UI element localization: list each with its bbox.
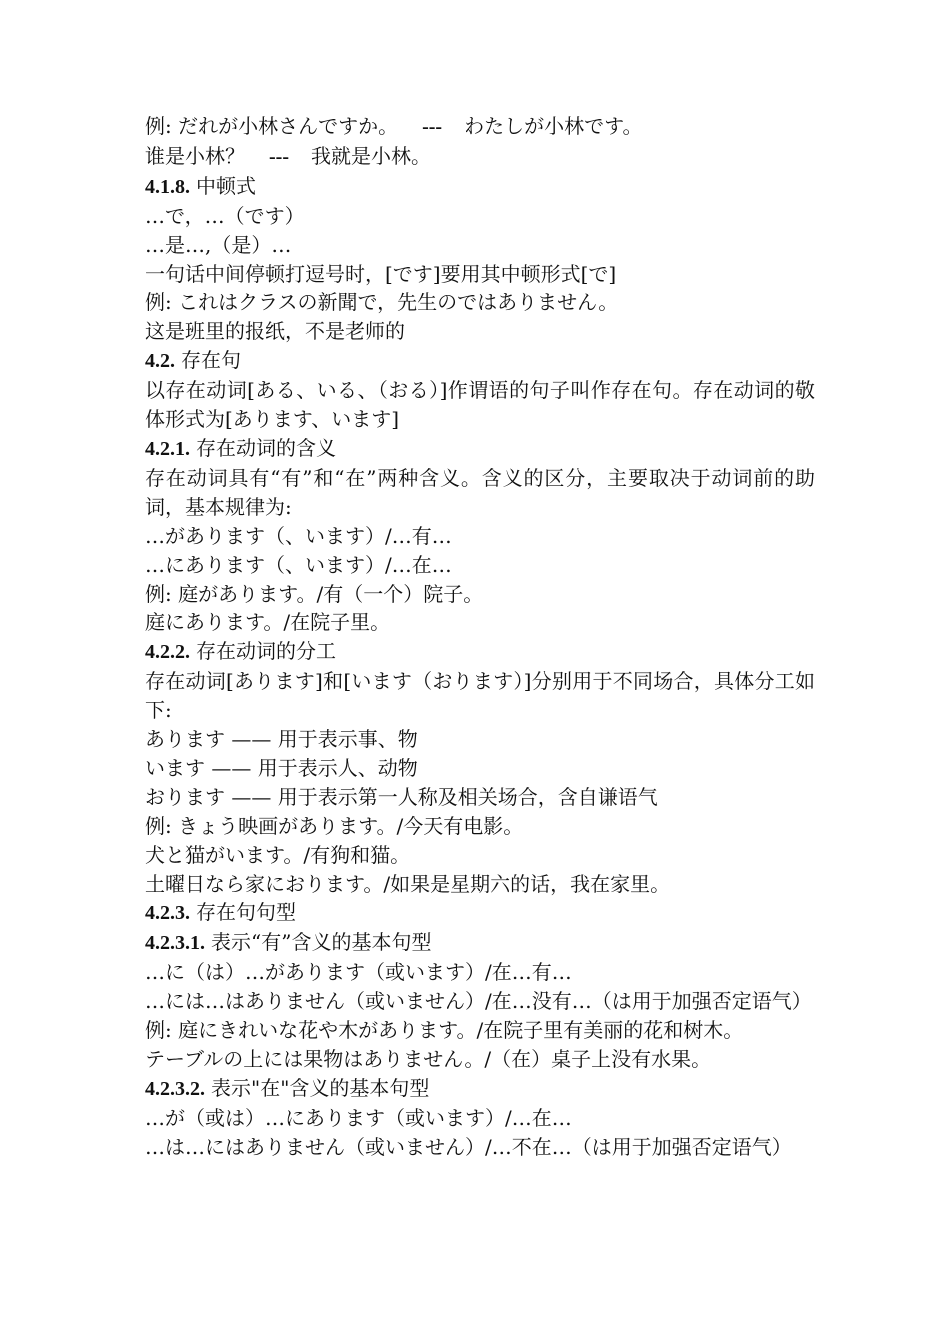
text-line: テーブルの上には果物はありません。/（在）桌子上没有水果。 [145,1047,712,1071]
text-line: 例: これはクラスの新聞で，先生のではありません。 [145,290,619,315]
text-line: …があります（、います）/…有… [145,523,452,548]
section-heading [145,172,815,202]
section-title: 中顿式 [196,173,256,198]
section-title: 表示“有”含义的基本句型 [211,930,432,955]
paragraph: 以存在动词[ある、いる、（おる）]作谓语的句子叫作存在句。存在动词的敬体形式为[あります、います] [145,378,815,432]
dialog-separator: --- [422,116,443,138]
section-title: 存在句 [181,348,241,373]
text-line: 例: 庭があります。/有（一个）院子。 [145,581,484,606]
dialog-question: 例: だれが小林さんですか。 [145,114,399,138]
section-heading [145,898,815,928]
text-line: おります —— 用于表示第一人称及相关场合，含自谦语气 [145,784,658,809]
text-line: います —— 用于表示人、动物 [145,755,418,780]
section-title: 存在动词的含义 [196,435,336,460]
dialog-line [145,112,815,142]
section-heading [145,346,815,376]
section-heading [145,434,815,464]
text-line: …にあります（、います）/…在… [145,552,452,577]
paragraph: …には…はありません（或いません）/在…没有…（は用于加强否定语气） [145,989,812,1014]
section-number: 4.2. [145,350,175,373]
text-line: 这是班里的报纸，不是老师的 [145,319,405,344]
section-heading [145,928,815,958]
text-line: あります —— 用于表示事、物 [145,727,418,752]
section-number: 4.2.3. [145,902,190,925]
text-line: 庭にあります。/在院子里。 [145,610,391,635]
section-number: 4.1.8. [145,175,190,198]
section-title: 存在句句型 [196,900,296,925]
text-line: 一句话中间停顿打逗号时，[です]要用其中顿形式[で] [145,261,617,286]
text-line: 犬と猫がいます。/有狗和猫。 [145,842,411,867]
paragraph: 存在动词具有“有”和“在”两种含义。含义的区分，主要取决于动词前的助词，基本规律为: [145,465,815,519]
text-line: …に（は）…があります（或います）/在…有… [145,960,572,985]
text-line: …で，…（です） [145,203,305,228]
text-line: 例: きょう映画があります。/今天有电影。 [145,813,524,838]
dialog-question: 谁是小林？ [145,143,245,168]
text-line: 例: 庭にきれいな花や木があります。/在院子里有美丽的花和树木。 [145,1018,744,1043]
text-line: …是…,（是）… [145,232,292,257]
section-number: 4.2.3.2. [145,1077,205,1100]
dialog-separator: --- [269,145,289,168]
dialog-answer: わたしが小林です。 [464,114,643,138]
dialog-line [145,142,815,172]
section-number: 4.2.2. [145,641,190,664]
section-number: 4.2.3.1. [145,932,205,955]
section-title: 存在动词的分工 [196,639,336,664]
document-page [145,112,815,1162]
section-number: 4.2.1. [145,437,190,460]
dialog-answer: 我就是小林。 [310,143,431,168]
text-line: 土曜日なら家におります。/如果是星期六的话，我在家里。 [145,871,671,896]
section-title: 表示"在"含义的基本句型 [211,1075,430,1100]
section-heading [145,1074,815,1104]
paragraph: …は…にはありません（或いません）/…不在…（は用于加强否定语气） [145,1134,792,1159]
section-heading [145,637,815,667]
text-line: …が（或は）…にあります（或います）/…在… [145,1105,572,1130]
paragraph: 存在动词[あります]和[います（おります）]分别用于不同场合，具体分工如下: [145,669,815,723]
